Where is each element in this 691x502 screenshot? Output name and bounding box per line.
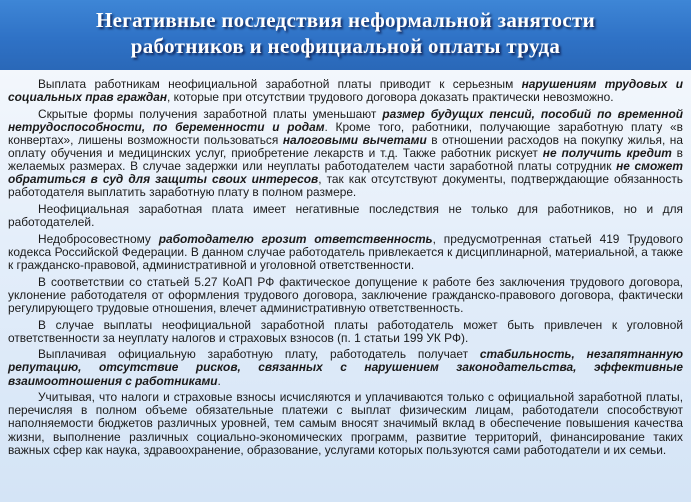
slide-header (0, 0, 691, 70)
emphasis-text: нарушениям трудовых и социальных прав граждан (8, 77, 683, 105)
paragraph-text: Неофициальная заработная плата имеет негативные последствия не только для работников, но и для работодателей. (8, 202, 683, 230)
emphasis-text: не сможет обратиться в суд для защиты своих интересов (8, 159, 683, 187)
paragraph-budget-contribution (8, 391, 683, 456)
paragraph-text: , так как отсутствуют документы, подтверждающие обязанность работодателя выплатить заработную плату в полном размере. (8, 172, 683, 200)
paragraph-text: , предусмотренная статьей 419 Трудового кодекса Российской Федерации. В данном случае работодатель привлекается к дисциплинарной, материальной, а также к гражданско-правовой, административной и уголовной ответственности. (8, 231, 683, 272)
paragraph-text: . Кроме того, работники, получающие заработную плату «в конвертах», лишены возможности пользоваться (8, 119, 683, 147)
emphasis-text: налоговыми вычетами (282, 132, 427, 147)
paragraph-text: Выплата работникам неофициальной заработной платы приводит к серьезным (38, 77, 522, 91)
slide-body (8, 78, 683, 460)
paragraph-text: Скрытые формы получения заработной платы уменьшают (38, 106, 383, 121)
paragraph-text: В соответствии со статьей 5.27 КоАП РФ фактическое допущение к работе без заключения трудового договора, уклонение работодателя от оформления трудового договора, заключение гражданско-правового договора, фактически регулирующего трудовые отношения, влечет административную ответственность. (8, 274, 683, 315)
paragraph-text: в желаемых размерах. В случае задержки или неуплаты работодателем части заработной платы сотрудник (8, 146, 683, 174)
paragraph-hidden-wages (8, 108, 683, 200)
paragraph-text: , которые при отсутствии трудового договора доказать практически невозможно. (167, 90, 614, 105)
slide-title-line-1: Негативные последствия неформальной занятости (96, 8, 595, 32)
emphasis-text: не получить кредит (542, 146, 672, 161)
paragraph-employer-consequences (8, 203, 683, 229)
paragraph-text: в отношении расходов на покупку жилья, на оплату обучения и медицинских услуг, приобретение лекарств и т.д. Также работник рискует (8, 132, 683, 161)
paragraph-text: В случае выплаты неофициальной заработной платы работодатель может быть привлечен к уголовной ответственности за неуплату налогов и страховых взносов (п. 1 статьи 199 УК РФ). (8, 317, 683, 345)
emphasis-text: стабильность, незапятнанную репутацию, отсутствие рисков, связанных с нарушением законодательства, эффективные взаимоотношения с работниками (8, 347, 683, 388)
paragraph-official-wage-benefits (8, 348, 683, 387)
emphasis-text: работодателю грозит ответственность (158, 231, 433, 246)
paragraph-text: . (217, 373, 221, 388)
paragraph-labor-code-liability (8, 233, 683, 272)
paragraph-criminal-liability (8, 319, 683, 345)
paragraph-koap-article (8, 276, 683, 315)
content-panel (0, 70, 691, 502)
emphasis-text: размер будущих пенсий, пособий по временной нетрудоспособности, по беременности и родам (8, 106, 684, 134)
paragraph-text: Выплачивая официальную заработную плату, работодатель получает (38, 347, 480, 362)
paragraph-violation-of-rights (8, 78, 683, 104)
slide-title-line-2: работников и неофициальной оплаты труда (130, 34, 561, 58)
paragraph-text: Учитывая, что налоги и страховые взносы исчисляются и уплачиваются только с официальной заработной платы, перечисляя в полном объеме обязательные платежи с выплат физическим лицам, работодатели способствуют наполняемости бюджетов различных уровней, тем самым вносят значимый вклад в обеспечение повышения качества жизни, выполнение различных социально-экономических программ, развитие территорий, финансирование таких важных сфер как наука, здравоохранение, образование, услугами которых пользуются сами работодатели и их семьи. (8, 390, 683, 457)
paragraph-text: Недобросовестному (38, 231, 159, 246)
